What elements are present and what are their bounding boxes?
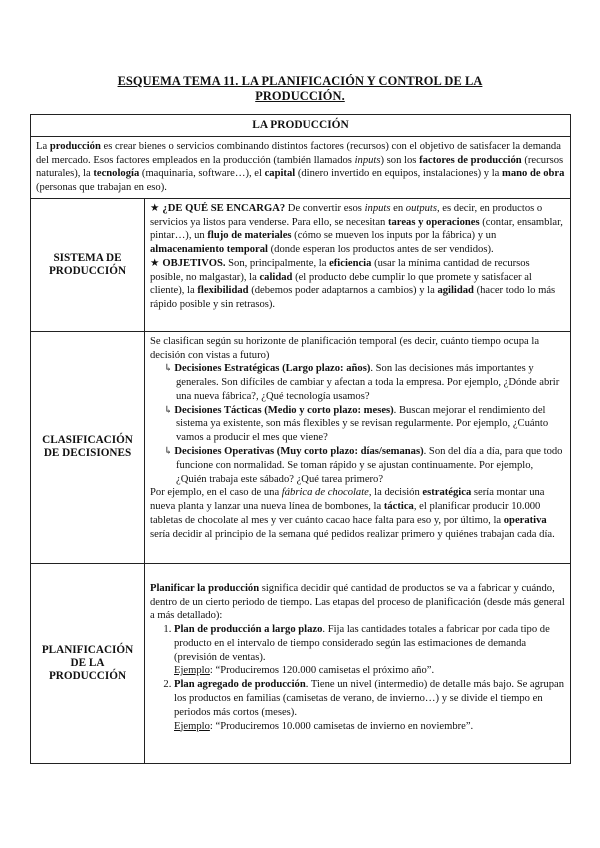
content-planificacion: [145, 563, 571, 763]
arrow-return-icon: ↳: [164, 446, 173, 458]
decision-tacticas: ↳ Decisiones Tácticas (Medio y corto plazo: meses). Buscan mejorar el rendimiento del sistema ya existente, son más flexibles y se revisan regularmente. Por ejemplo, ¿Cuánto vamos a producir el mes que viene?: [164, 404, 549, 444]
row-clasificacion: [31, 331, 571, 563]
clasificacion-example: Por ejemplo, en el caso de una fábrica de chocolate, la decisión estratégica sería montar una nueva planta y lanzar una nueva línea de bombones, la táctica, el planificar producir 10.000 tabletas de chocolate al mes y ver cuánto cacao hace falta para eso y, por último, la operativa sería decidir al principio de la semana qué pedidos realizar primero y quiénes trabajan cada día.: [150, 487, 555, 540]
title-line-2: PRODUCCIÓN.: [255, 89, 345, 103]
bullet-que-se-encarga: ★ ¿DE QUÉ SE ENCARGA? De convertir esos inputs en outputs, es decir, en productos o servicios ya listos para venderse. Para ello, se necesitan tareas y operaciones (contar, ensamblar, pintar…), un flujo de materiales (cómo se mueven los inputs por la fábrica) y un almacenamiento temporal (donde esperan los productos antes de ser vendidos).: [150, 202, 563, 256]
planning-steps-list: [150, 623, 565, 733]
intro-paragraph: La producción es crear bienes o servicios combinando distintos factores (recursos) con el objetivo de satisfacer la demanda del mercado. Esos factores empleados en la producción (también llamados inputs) son los factores de producción (recursos naturales), la tecnología (maquinaria, software…), el capital (dinero invertido en equipos, instalaciones) y la mano de obra (personas que trabajan en eso).: [31, 136, 571, 198]
bullet-objetivos: ★ OBJETIVOS. Son, principalmente, la eficiencia (usar la mínima cantidad de recursos posible, no malgastar), la calidad (el producto debe cumplir lo que promete y satisfacer al cliente), la flexibilidad (debemos poder adaptarnos a cambios) y la agilidad (hacer todo lo más rápido posible y sin retrasos).: [150, 257, 556, 311]
intro-row: [31, 136, 571, 198]
arrow-return-icon: ↳: [164, 404, 173, 416]
header-row: [31, 115, 571, 137]
decision-estrategicas: ↳ Decisiones Estratégicas (Largo plazo: años). Son las decisiones más importantes y generales. Son difíciles de cambiar y afectan a toda la empresa. Por ejemplo, ¿Dónde abrir una nueva fábrica?, ¿Qué tecnología usamos?: [164, 363, 560, 402]
title-line-1: ESQUEMA TEMA 11. LA PLANIFICACIÓN Y CONTROL DE LA: [117, 74, 483, 88]
page-title: [60, 74, 540, 104]
planificacion-lead: Planificar la producción significa decidir qué cantidad de productos se va a fabricar y cuándo, dentro de un cierto periodo de tiempo. Las etapas del proceso de planificación (desde más general a más detallado):: [150, 582, 565, 622]
row-planificacion: [31, 563, 571, 763]
list-item: 1. Plan de producción a largo plazo. Fija las cantidades totales a fabricar por cada tipo de producto en el intervalo de tiempo considerado según las estimaciones de demanda (previsión de ventas). Ejemplo: “Produciremos 120.000 camisetas el próximo año”.: [174, 623, 565, 678]
label-clasificacion: CLASIFICACIÓN DE DECISIONES: [31, 331, 145, 563]
clasificacion-lead: Se clasifican según su horizonte de planificación temporal (es decir, cuánto tiempo ocupa la decisión con vistas a futuro): [150, 335, 540, 361]
decision-operativas: ↳ Decisiones Operativas (Muy corto plazo: días/semanas). Son del día a día, para que todo funcione con normalidad. Se toman rápido y se ajustan continuamente. Por ejemplo, ¿Quién trabaja este sábado? ¿Qué tarea primero?: [164, 446, 563, 485]
label-sistema: SISTEMA DE PRODUCCIÓN: [31, 198, 145, 331]
arrow-return-icon: ↳: [164, 363, 173, 375]
star-icon: ★: [150, 257, 160, 269]
row-sistema: [31, 198, 571, 331]
list-item: 2. Plan agregado de producción. Tiene un nivel (intermedio) de detalle más bajo. Se agrupan los productos en familias (camisetas de verano, de invierno…) y se divide el tiempo en periodos más cortos (meses). Ejemplo: “Produciremos 10.000 camisetas de invierno en noviembre”.: [174, 678, 565, 733]
label-planificacion: PLANIFICACIÓN DE LA PRODUCCIÓN: [31, 563, 145, 763]
summary-table: [30, 114, 571, 764]
star-icon: ★: [150, 202, 160, 214]
table-header: LA PRODUCCIÓN: [31, 115, 571, 137]
content-clasificacion: [145, 331, 571, 563]
content-sistema: [145, 198, 571, 331]
